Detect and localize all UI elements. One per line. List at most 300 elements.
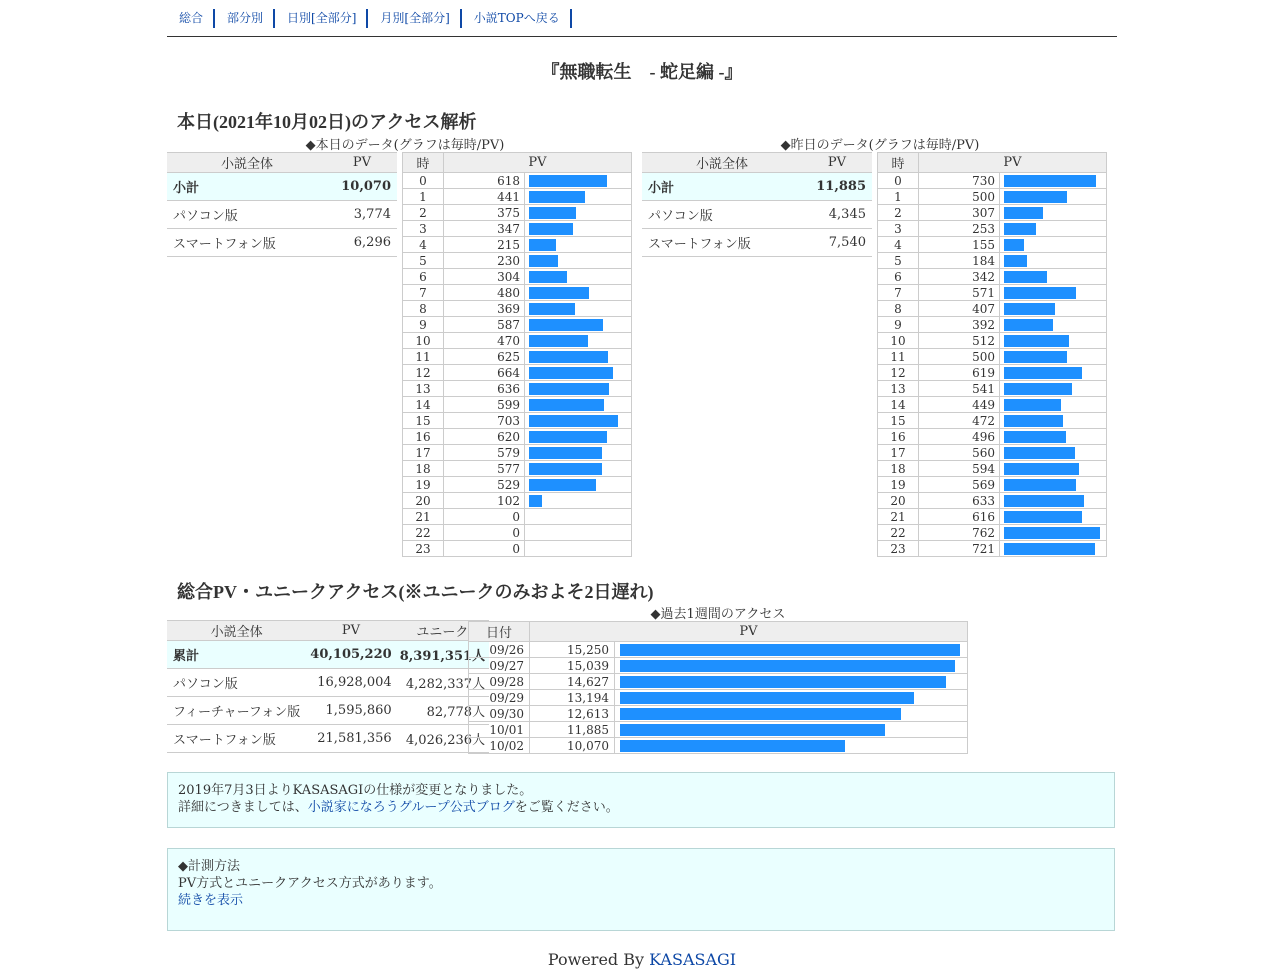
bar-cell	[1000, 381, 1107, 397]
bar-cell	[615, 738, 968, 754]
hour-pv-value: 636	[444, 381, 525, 397]
hour-row	[878, 381, 1107, 397]
row-unique: 4,026,236人	[396, 725, 489, 753]
hour-label: 16	[878, 429, 919, 445]
hour-row	[403, 365, 632, 381]
hour-row	[878, 461, 1107, 477]
hour-label: 5	[878, 253, 919, 269]
hour-row	[403, 397, 632, 413]
bar-cell	[615, 642, 968, 658]
row-pv: 3,774	[327, 201, 397, 229]
bar-cell	[615, 706, 968, 722]
pv-bar	[1004, 399, 1061, 411]
bar-cell	[1000, 317, 1107, 333]
date-label: 10/02	[469, 738, 530, 754]
hour-pv-value: 470	[444, 333, 525, 349]
hour-label: 2	[878, 205, 919, 221]
hour-row	[878, 493, 1107, 509]
hour-label: 22	[878, 525, 919, 541]
hour-pv-value: 253	[919, 221, 1000, 237]
hour-label: 23	[403, 541, 444, 557]
hour-row	[403, 525, 632, 541]
pv-bar	[529, 415, 618, 427]
pv-bar	[1004, 351, 1067, 363]
hour-row	[403, 189, 632, 205]
bar-cell	[1000, 349, 1107, 365]
bar-cell	[525, 301, 632, 317]
page-wrapper	[167, 0, 1117, 37]
hour-pv-value: 625	[444, 349, 525, 365]
pv-bar	[1004, 287, 1076, 299]
pv-bar	[1004, 335, 1069, 347]
hour-label: 12	[878, 365, 919, 381]
bar-cell	[615, 722, 968, 738]
hour-pv-value: 500	[919, 189, 1000, 205]
hour-label: 12	[403, 365, 444, 381]
hour-label: 4	[878, 237, 919, 253]
hour-pv-value: 619	[919, 365, 1000, 381]
col-header-pv: PV	[327, 153, 397, 173]
row-unique: 4,282,337人	[396, 669, 489, 697]
weekly-chart	[468, 621, 968, 754]
hour-pv-value: 762	[919, 525, 1000, 541]
hour-row	[878, 397, 1107, 413]
hour-row	[878, 189, 1107, 205]
today-caption: ◆本日のデータ(グラフは毎時/PV)	[305, 138, 505, 153]
pv-bar	[529, 255, 558, 267]
row-pv: 21,581,356	[306, 725, 395, 753]
hour-row	[403, 333, 632, 349]
bar-cell	[1000, 477, 1107, 493]
hour-label: 10	[878, 333, 919, 349]
week-pv-value: 11,885	[530, 722, 615, 738]
pv-bar	[620, 708, 901, 720]
nav-monthly[interactable]: 月別[全部分]	[368, 9, 461, 28]
bar-cell	[1000, 445, 1107, 461]
pv-bar	[529, 351, 608, 363]
row-pv: 16,928,004	[306, 669, 395, 697]
hour-row	[878, 509, 1107, 525]
row-label: 小計	[642, 173, 802, 201]
pv-bar	[620, 676, 946, 688]
table-row	[167, 697, 489, 725]
pv-bar	[1004, 319, 1053, 331]
hour-pv-value: 618	[444, 173, 525, 189]
bar-cell	[525, 253, 632, 269]
bar-cell	[525, 413, 632, 429]
hour-row	[878, 205, 1107, 221]
bar-cell	[1000, 269, 1107, 285]
hour-pv-value: 480	[444, 285, 525, 301]
bar-cell	[525, 237, 632, 253]
pv-bar	[1004, 495, 1084, 507]
week-pv-value: 10,070	[530, 738, 615, 754]
hour-row	[878, 349, 1107, 365]
hour-pv-value: 571	[919, 285, 1000, 301]
hour-label: 2	[403, 205, 444, 221]
hour-label: 14	[878, 397, 919, 413]
bar-cell	[525, 221, 632, 237]
hour-label: 1	[878, 189, 919, 205]
hour-label: 20	[878, 493, 919, 509]
bar-cell	[1000, 189, 1107, 205]
bar-cell	[1000, 509, 1107, 525]
hour-pv-value: 155	[919, 237, 1000, 253]
hour-row	[403, 413, 632, 429]
week-pv-value: 15,250	[530, 642, 615, 658]
hour-row	[878, 445, 1107, 461]
hour-pv-value: 102	[444, 493, 525, 509]
col-header-pv: PV	[444, 153, 632, 173]
bar-cell	[525, 173, 632, 189]
bar-cell	[1000, 221, 1107, 237]
pv-bar	[529, 383, 609, 395]
week-caption: ◆過去1週間のアクセス	[650, 607, 786, 622]
hour-row	[403, 477, 632, 493]
nav-by-part[interactable]: 部分別	[215, 9, 275, 28]
date-label: 09/29	[469, 690, 530, 706]
pv-bar	[529, 495, 542, 507]
hour-pv-value: 449	[919, 397, 1000, 413]
total-table	[167, 620, 489, 753]
hour-pv-value: 579	[444, 445, 525, 461]
col-header-pv: PV	[919, 153, 1107, 173]
nav-overall[interactable]: 総合	[167, 9, 215, 28]
hour-label: 19	[878, 477, 919, 493]
week-row	[469, 674, 968, 690]
pv-bar	[529, 463, 602, 475]
pv-bar	[620, 692, 914, 704]
notice-box	[167, 772, 1115, 828]
hour-label: 0	[878, 173, 919, 189]
hour-label: 15	[878, 413, 919, 429]
bar-cell	[525, 445, 632, 461]
hour-row	[878, 285, 1107, 301]
pv-bar	[529, 431, 607, 443]
pv-bar	[1004, 431, 1066, 443]
week-row	[469, 722, 968, 738]
notice-line2	[178, 799, 1104, 816]
row-pv: 7,540	[802, 229, 872, 257]
pv-bar	[1004, 207, 1043, 219]
hour-row	[403, 461, 632, 477]
hour-label: 18	[403, 461, 444, 477]
hour-pv-value: 304	[444, 269, 525, 285]
pv-bar	[529, 399, 604, 411]
pv-bar	[529, 367, 613, 379]
table-row	[167, 173, 397, 201]
hour-row	[878, 237, 1107, 253]
hour-label: 20	[403, 493, 444, 509]
hour-label: 7	[878, 285, 919, 301]
hour-row	[403, 429, 632, 445]
pv-bar	[1004, 239, 1024, 251]
table-row	[642, 173, 872, 201]
total-heading: 総合PV・ユニークアクセス(※ユニークのみおよそ2日遅れ)	[177, 582, 654, 602]
hour-label: 9	[403, 317, 444, 333]
row-pv: 6,296	[327, 229, 397, 257]
row-unique: 8,391,351人	[396, 641, 489, 669]
col-header-date: 日付	[469, 622, 530, 642]
hour-row	[403, 173, 632, 189]
kasasagi-link[interactable]: KASASAGI	[649, 950, 737, 969]
table-row	[167, 229, 397, 257]
hour-label: 8	[878, 301, 919, 317]
pv-bar	[1004, 367, 1082, 379]
hour-row	[403, 205, 632, 221]
pv-bar	[1004, 447, 1075, 459]
row-label: スマートフォン版	[167, 725, 306, 753]
pv-bar	[529, 239, 556, 251]
bar-cell	[525, 461, 632, 477]
hour-row	[403, 509, 632, 525]
hour-row	[878, 541, 1107, 557]
hour-pv-value: 541	[919, 381, 1000, 397]
hour-pv-value: 703	[444, 413, 525, 429]
hour-pv-value: 230	[444, 253, 525, 269]
bar-cell	[525, 333, 632, 349]
table-row	[642, 201, 872, 229]
week-pv-value: 12,613	[530, 706, 615, 722]
pv-bar	[1004, 463, 1079, 475]
method-title: ◆計測方法	[178, 859, 240, 874]
pv-bar	[529, 447, 602, 459]
bar-cell	[525, 525, 632, 541]
hour-label: 1	[403, 189, 444, 205]
show-more-link[interactable]: 続きを表示	[178, 893, 244, 908]
pv-bar	[1004, 271, 1047, 283]
row-pv: 1,595,860	[306, 697, 395, 725]
pv-bar	[529, 303, 575, 315]
hour-label: 3	[878, 221, 919, 237]
hour-label: 14	[403, 397, 444, 413]
hour-row	[878, 301, 1107, 317]
hour-row	[878, 365, 1107, 381]
pv-bar	[1004, 543, 1095, 555]
yesterday-caption: ◆昨日のデータ(グラフは毎時/PV)	[780, 138, 980, 153]
hour-label: 0	[403, 173, 444, 189]
table-row	[167, 201, 397, 229]
nav-daily[interactable]: 日別[全部分]	[275, 9, 368, 28]
row-label: 小計	[167, 173, 327, 201]
bar-cell	[525, 269, 632, 285]
hour-label: 18	[878, 461, 919, 477]
bar-cell	[525, 285, 632, 301]
hour-label: 16	[403, 429, 444, 445]
col-header-pv: PV	[530, 622, 968, 642]
col-header-pv: PV	[306, 621, 395, 641]
hour-pv-value: 441	[444, 189, 525, 205]
hour-row	[403, 381, 632, 397]
pv-bar	[1004, 383, 1072, 395]
hour-label: 17	[878, 445, 919, 461]
row-label: フィーチャーフォン版	[167, 697, 306, 725]
hour-pv-value: 347	[444, 221, 525, 237]
hour-label: 21	[403, 509, 444, 525]
hour-label: 11	[878, 349, 919, 365]
bar-cell	[525, 189, 632, 205]
bar-cell	[525, 205, 632, 221]
nav-novel-top[interactable]: 小説TOPへ戻る	[462, 9, 572, 28]
bar-cell	[1000, 493, 1107, 509]
row-label: パソコン版	[642, 201, 802, 229]
method-text: PV方式とユニークアクセス方式があります。	[178, 876, 442, 891]
hour-pv-value: 407	[919, 301, 1000, 317]
hour-row	[878, 477, 1107, 493]
bar-cell	[525, 349, 632, 365]
official-blog-link[interactable]: 小説家になろうグループ公式ブログ	[307, 800, 515, 815]
col-header-hour: 時	[403, 153, 444, 173]
pv-bar	[1004, 479, 1076, 491]
pv-bar	[620, 724, 885, 736]
bar-cell	[1000, 365, 1107, 381]
hour-pv-value: 184	[919, 253, 1000, 269]
hour-label: 9	[878, 317, 919, 333]
pv-bar	[529, 319, 603, 331]
hour-row	[403, 253, 632, 269]
col-header-unique: ユニーク	[396, 621, 489, 641]
date-label: 10/01	[469, 722, 530, 738]
week-row	[469, 706, 968, 722]
pv-bar	[529, 207, 576, 219]
pv-bar	[529, 287, 589, 299]
week-row	[469, 690, 968, 706]
hour-pv-value: 0	[444, 509, 525, 525]
bar-cell	[1000, 301, 1107, 317]
bar-cell	[615, 690, 968, 706]
hour-label: 13	[403, 381, 444, 397]
hour-pv-value: 620	[444, 429, 525, 445]
method-box	[167, 848, 1115, 931]
hour-pv-value: 569	[919, 477, 1000, 493]
col-header-novel: 小説全体	[167, 153, 327, 173]
bar-cell	[525, 365, 632, 381]
hour-row	[878, 221, 1107, 237]
hour-pv-value: 512	[919, 333, 1000, 349]
row-pv: 4,345	[802, 201, 872, 229]
date-label: 09/30	[469, 706, 530, 722]
hour-row	[878, 429, 1107, 445]
pv-bar	[529, 223, 573, 235]
pv-bar	[529, 479, 596, 491]
table-row	[642, 229, 872, 257]
hour-pv-value: 664	[444, 365, 525, 381]
hour-pv-value: 215	[444, 237, 525, 253]
col-header-hour: 時	[878, 153, 919, 173]
bar-cell	[1000, 253, 1107, 269]
notice-line1: 2019年7月3日よりKASASAGIの仕様が変更となりました。	[178, 783, 533, 798]
pv-bar	[620, 660, 955, 672]
pv-bar	[529, 271, 567, 283]
pv-bar	[1004, 303, 1055, 315]
bar-cell	[1000, 413, 1107, 429]
bar-cell	[525, 509, 632, 525]
pv-bar	[1004, 255, 1027, 267]
bar-cell	[1000, 333, 1107, 349]
row-unique: 82,778人	[396, 697, 489, 725]
hour-row	[403, 269, 632, 285]
week-pv-value: 15,039	[530, 658, 615, 674]
footer	[0, 950, 1284, 969]
row-pv: 10,070	[327, 173, 397, 201]
hour-row	[403, 221, 632, 237]
table-row	[167, 725, 489, 753]
hour-row	[403, 445, 632, 461]
hour-row	[878, 173, 1107, 189]
date-label: 09/27	[469, 658, 530, 674]
hour-pv-value: 560	[919, 445, 1000, 461]
hour-pv-value: 587	[444, 317, 525, 333]
week-row	[469, 738, 968, 754]
hour-label: 23	[878, 541, 919, 557]
week-row	[469, 642, 968, 658]
pv-bar	[529, 175, 607, 187]
bar-cell	[615, 658, 968, 674]
hour-label: 4	[403, 237, 444, 253]
table-row	[167, 669, 489, 697]
hour-row	[403, 301, 632, 317]
bar-cell	[525, 493, 632, 509]
bar-cell	[1000, 237, 1107, 253]
hour-row	[403, 285, 632, 301]
bar-cell	[525, 541, 632, 557]
hour-label: 5	[403, 253, 444, 269]
hour-pv-value: 375	[444, 205, 525, 221]
hour-row	[403, 541, 632, 557]
row-pv: 11,885	[802, 173, 872, 201]
date-label: 09/28	[469, 674, 530, 690]
row-pv: 40,105,220	[306, 641, 395, 669]
hour-label: 15	[403, 413, 444, 429]
hour-pv-value: 599	[444, 397, 525, 413]
hour-row	[878, 317, 1107, 333]
bar-cell	[525, 429, 632, 445]
hour-label: 8	[403, 301, 444, 317]
col-header-novel: 小説全体	[642, 153, 802, 173]
bar-cell	[1000, 397, 1107, 413]
row-label: 累計	[167, 641, 306, 669]
hour-row	[403, 493, 632, 509]
col-header-pv: PV	[802, 153, 872, 173]
hour-pv-value: 496	[919, 429, 1000, 445]
bar-cell	[1000, 541, 1107, 557]
hour-pv-value: 472	[919, 413, 1000, 429]
pv-bar	[1004, 511, 1082, 523]
hour-row	[403, 349, 632, 365]
pv-bar	[1004, 191, 1067, 203]
pv-bar	[1004, 415, 1063, 427]
hour-label: 7	[403, 285, 444, 301]
row-label: スマートフォン版	[167, 229, 327, 257]
date-label: 09/26	[469, 642, 530, 658]
table-row	[167, 641, 489, 669]
row-label: パソコン版	[167, 669, 306, 697]
pv-bar	[620, 644, 960, 656]
hour-pv-value: 594	[919, 461, 1000, 477]
hour-pv-value: 500	[919, 349, 1000, 365]
hour-label: 3	[403, 221, 444, 237]
today-summary-table	[167, 152, 397, 257]
week-row	[469, 658, 968, 674]
hour-label: 22	[403, 525, 444, 541]
week-pv-value: 14,627	[530, 674, 615, 690]
pv-bar	[1004, 527, 1100, 539]
hour-row	[878, 253, 1107, 269]
hour-pv-value: 307	[919, 205, 1000, 221]
bar-cell	[1000, 461, 1107, 477]
col-header-novel: 小説全体	[167, 621, 306, 641]
hour-label: 21	[878, 509, 919, 525]
